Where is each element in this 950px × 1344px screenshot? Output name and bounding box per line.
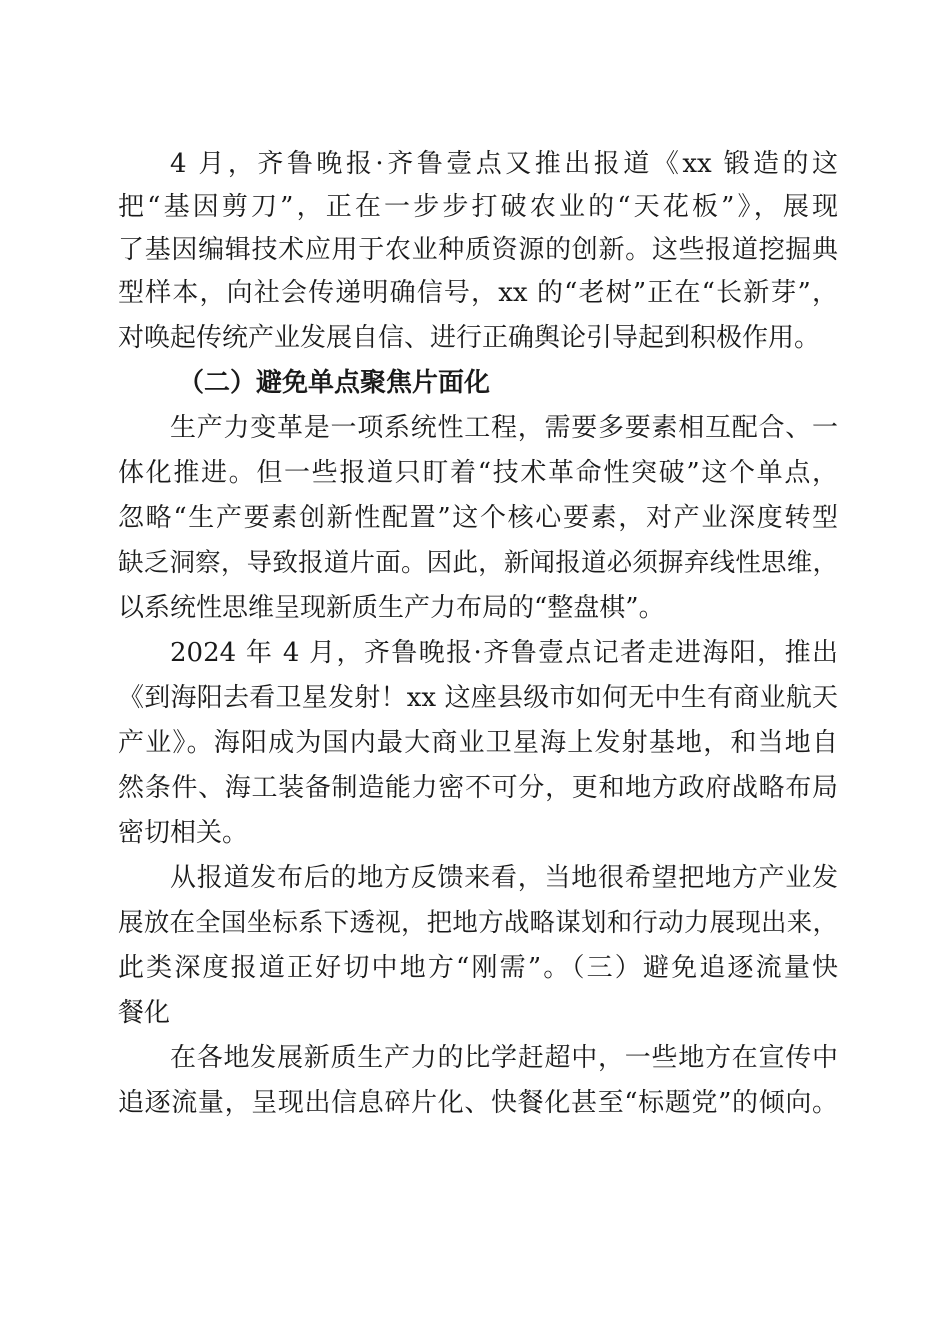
- paragraph-line: 忽略“生产要素创新性配置”这个核心要素，对产业深度转型: [118, 503, 838, 533]
- section-heading: （二）避免单点聚焦片面化: [178, 368, 491, 398]
- paragraph-line: 此类深度报道正好切中地方“刚需”。（三）避免追逐流量快: [118, 953, 838, 983]
- paragraph-line: 生产力变革是一项系统性工程，需要多要素相互配合、一: [170, 413, 838, 443]
- paragraph-line: 在各地发展新质生产力的比学赶超中，一些地方在宣传中: [170, 1043, 838, 1073]
- paragraph-line: 追逐流量，呈现出信息碎片化、快餐化甚至“标题党”的倾向。: [118, 1088, 838, 1118]
- paragraph-line: 以系统性思维呈现新质生产力布局的“整盘棋”。: [118, 593, 665, 623]
- paragraph-line: 然条件、海工装备制造能力密不可分，更和地方政府战略布局: [118, 773, 838, 803]
- paragraph-line: 餐化: [118, 998, 171, 1028]
- paragraph-line: 从报道发布后的地方反馈来看，当地很希望把地方产业发: [170, 863, 838, 893]
- paragraph-line: 对唤起传统产业发展自信、进行正确舆论引导起到积极作用。: [118, 323, 821, 353]
- paragraph-line: 了基因编辑技术应用于农业种质资源的创新。这些报道挖掘典: [118, 235, 838, 265]
- paragraph-line: 型样本，向社会传递明确信号，xx 的“老树”正在“长新芽”，: [118, 278, 838, 308]
- paragraph-line: 2024 年 4 月，齐鲁晚报·齐鲁壹点记者走进海阳，推出: [170, 638, 838, 668]
- paragraph-line: 4 月，齐鲁晚报·齐鲁壹点又推出报道《xx 锻造的这: [170, 149, 838, 179]
- paragraph-line: 体化推进。但一些报道只盯着“技术革命性突破”这个单点，: [118, 458, 838, 488]
- paragraph-line: 展放在全国坐标系下透视，把地方战略谋划和行动力展现出来，: [118, 908, 838, 938]
- paragraph-line: 缺乏洞察，导致报道片面。因此，新闻报道必须摒弃线性思维，: [118, 548, 838, 578]
- paragraph-line: 《到海阳去看卫星发射！xx 这座县级市如何无中生有商业航天: [118, 683, 838, 713]
- paragraph-line: 产业》。海阳成为国内最大商业卫星海上发射基地，和当地自: [118, 728, 838, 758]
- paragraph-line: 密切相关。: [118, 818, 249, 848]
- paragraph-line: 把“基因剪刀”，正在一步步打破农业的“天花板”》，展现: [118, 192, 838, 222]
